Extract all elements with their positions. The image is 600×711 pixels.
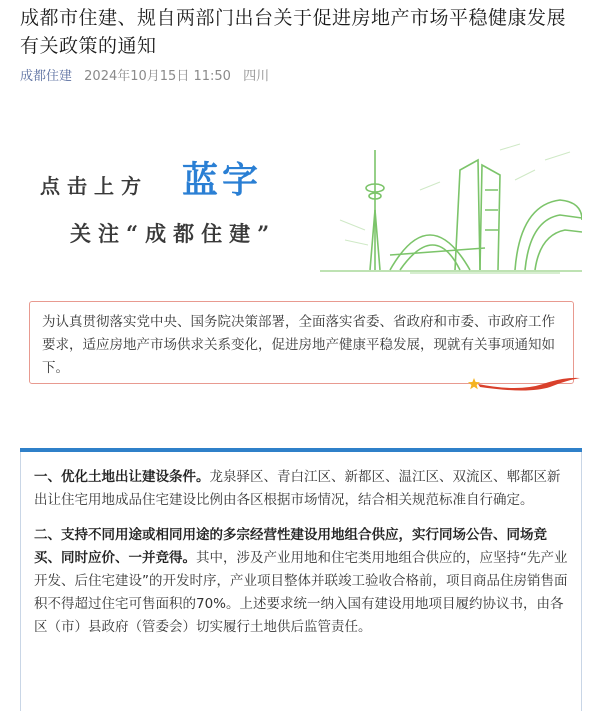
banner-line2: 关注“成都住建”: [70, 221, 277, 246]
follow-banner[interactable]: [20, 120, 582, 275]
publish-date: 2024年10月15日 11:50: [84, 69, 231, 84]
policy-content: [20, 452, 582, 711]
city-skyline-icon: [320, 130, 582, 275]
policy-section-2: [34, 524, 568, 639]
section-1-body: 龙泉驿区、青白江区、新都区、温江区、双流区、郫都区新出让住宅用地成品住宅建设比例由各区根据市场情况，结合相关规范标准自行确定。: [34, 469, 561, 508]
article-title: 成都市住建、规自两部门出台关于促进房地产市场平稳健康发展有关政策的通知: [20, 7, 567, 57]
section-2-heading: 二、支持不同用途或相同用途的多宗经营性建设用地组合供应，实行同场公告、同场竞买、同时应价、一并竞得。: [34, 527, 547, 566]
author-link[interactable]: 成都住建: [20, 69, 73, 84]
banner-line1-prefix: 点击上方: [40, 174, 148, 198]
location-label: 四川: [243, 69, 270, 84]
article-meta: [20, 65, 277, 84]
ribbon-decoration-icon: [468, 372, 583, 394]
policy-section-1: [34, 466, 568, 512]
section-2-body: 其中，涉及产业用地和住宅类用地组合供应的，应坚持“先产业开发、后住宅建设”的开发时序，产业项目整体并联竣工验收合格前，项目商品住房销售面积不得超过住宅可售面积的70%。上述要求统一纳入国有建设用地项目履约协议书，由各区（市）县政府（管委会）切实履行土地供后监管责任。: [34, 550, 568, 635]
intro-notice: 为认真贯彻落实党中央、国务院决策部署，全面落实省委、省政府和市委、市政府工作要求，适应房地产市场供求关系变化，促进房地产健康平稳发展，现就有关事项通知如下。: [29, 301, 574, 384]
banner-line1-highlight: 蓝字: [182, 160, 263, 201]
section-1-heading: 一、优化土地出让建设条件。: [34, 469, 210, 485]
